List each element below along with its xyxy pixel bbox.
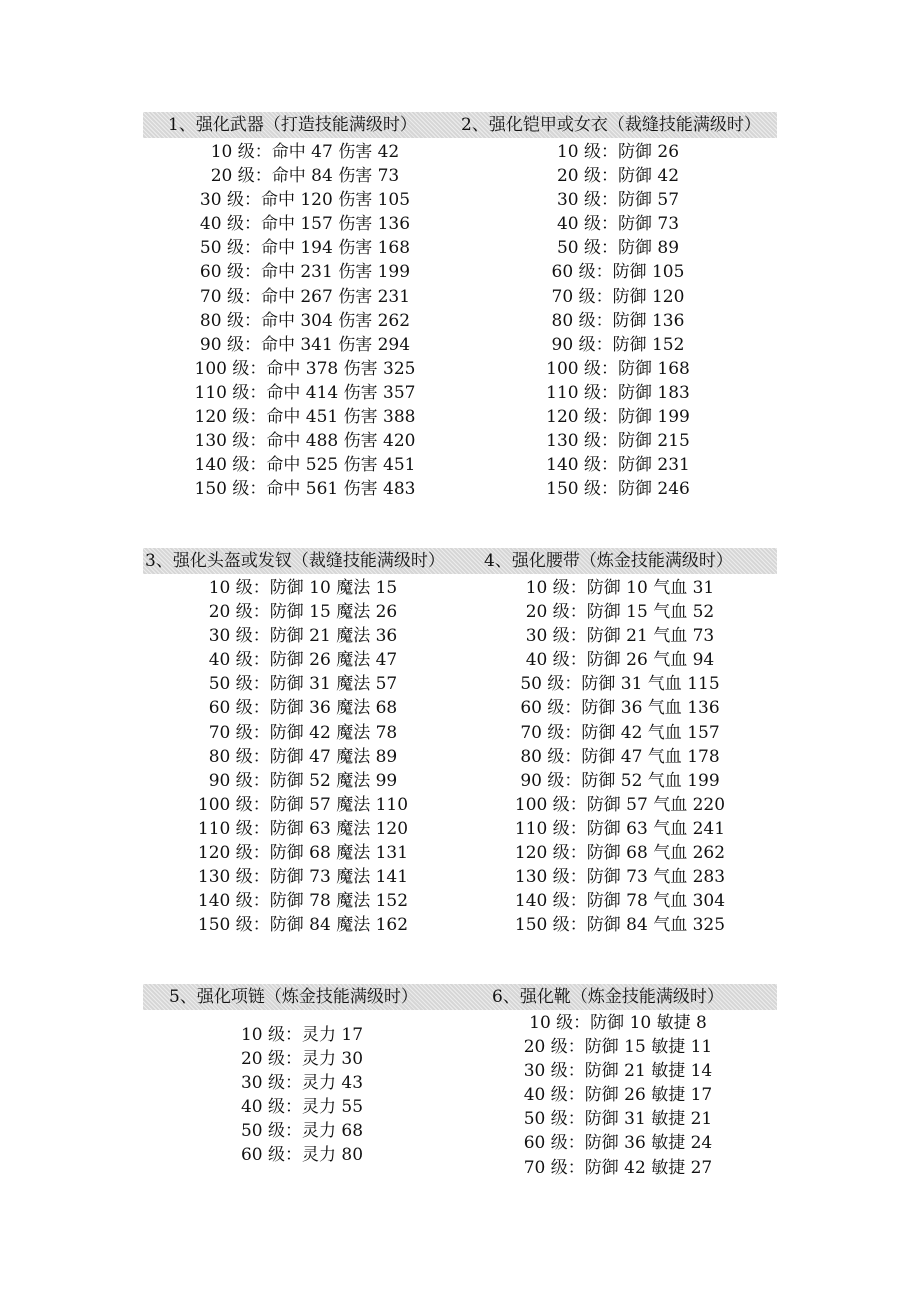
level-row: 10 级：防御 10 气血 31: [525, 578, 715, 598]
section-title-helmet: 3、强化头盔或发钗（裁缝技能满级时）: [145, 551, 445, 571]
level-row: 30 级：防御 21 气血 73: [525, 626, 715, 647]
level-row: 40 级：灵力 55: [240, 1097, 364, 1118]
level-row: 80 级：防御 47 魔法 89: [208, 746, 398, 767]
armor-level-list: [493, 140, 743, 501]
level-row: 10 级：命中 47 伤害 42: [210, 142, 400, 162]
level-row: 60 级：防御 36 气血 136: [520, 698, 720, 719]
level-row: 20 级：防御 15 魔法 26: [208, 602, 398, 623]
level-row: 150 级：防御 84 气血 325: [514, 915, 726, 936]
level-row: 140 级：防御 231: [546, 455, 690, 476]
level-row: 40 级：防御 73: [556, 214, 680, 235]
level-row: 130 级：防御 73 魔法 141: [197, 867, 409, 888]
level-row: 20 级：防御 42: [556, 166, 680, 187]
level-row: 130 级：防御 73 气血 283: [514, 867, 726, 888]
level-row: 90 级：命中 341 伤害 294: [199, 334, 411, 355]
level-row: 20 级：防御 15 气血 52: [525, 602, 715, 623]
level-row: 140 级：防御 78 气血 304: [514, 891, 726, 912]
level-row: 40 级：防御 26 气血 94: [525, 650, 715, 671]
level-row: 60 级：防御 36 魔法 68: [208, 698, 398, 719]
level-row: 110 级：命中 414 伤害 357: [194, 382, 416, 403]
level-row: 40 级：防御 26 魔法 47: [208, 650, 398, 671]
level-row: 40 级：防御 26 敏捷 17: [523, 1085, 713, 1106]
level-row: 80 级：防御 136: [551, 310, 685, 331]
level-row: 100 级：防御 57 魔法 110: [197, 794, 409, 815]
level-row: 10 级：防御 10 魔法 15: [208, 578, 398, 598]
level-row: 50 级：防御 31 魔法 57: [208, 674, 398, 695]
level-row: 90 级：防御 152: [551, 334, 685, 355]
level-row: 30 级：灵力 43: [240, 1073, 364, 1094]
level-row: 130 级：命中 488 伤害 420: [194, 431, 416, 452]
level-row: 150 级：防御 246: [546, 479, 690, 500]
level-row: 60 级：命中 231 伤害 199: [199, 262, 411, 283]
level-row: 10 级：防御 10 敏捷 8: [529, 1013, 707, 1033]
level-row: 70 级：防御 42 敏捷 27: [523, 1157, 713, 1178]
helmet-level-list: [178, 576, 428, 937]
level-row: 90 级：防御 52 气血 199: [520, 770, 720, 791]
level-row: 110 级：防御 63 气血 241: [514, 818, 726, 839]
level-row: 50 级：灵力 68: [240, 1121, 364, 1142]
level-row: 130 级：防御 215: [546, 431, 690, 452]
level-row: 120 级：命中 451 伤害 388: [194, 407, 416, 428]
level-row: 110 级：防御 63 魔法 120: [197, 818, 409, 839]
level-row: 120 级：防御 68 气血 262: [514, 843, 726, 864]
level-row: 10 级：防御 26: [556, 142, 680, 162]
level-row: 70 级：防御 42 气血 157: [520, 722, 720, 743]
section-title-boots: 6、强化靴（炼金技能满级时）: [492, 987, 724, 1007]
section-title-armor: 2、强化铠甲或女衣（裁缝技能满级时）: [461, 115, 761, 135]
level-row: 60 级：防御 105: [551, 262, 685, 283]
level-row: 10 级：灵力 17: [240, 1025, 364, 1045]
level-row: 50 级：命中 194 伤害 168: [199, 238, 411, 259]
section-title-weapon: 1、强化武器（打造技能满级时）: [168, 115, 417, 135]
level-row: 80 级：防御 47 气血 178: [520, 746, 720, 767]
level-row: 150 级：防御 84 魔法 162: [197, 915, 409, 936]
level-row: 60 级：灵力 80: [240, 1145, 364, 1166]
section-title-belt: 4、强化腰带（炼金技能满级时）: [484, 551, 733, 571]
weapon-level-list: [180, 140, 430, 501]
belt-level-list: [495, 576, 745, 937]
level-row: 80 级：命中 304 伤害 262: [199, 310, 411, 331]
level-row: 150 级：命中 561 伤害 483: [194, 479, 416, 500]
necklace-level-list: [207, 1023, 397, 1168]
level-row: 60 级：防御 36 敏捷 24: [523, 1133, 713, 1154]
level-row: 70 级：防御 42 魔法 78: [208, 722, 398, 743]
level-row: 70 级：命中 267 伤害 231: [199, 286, 411, 307]
level-row: 30 级：防御 21 敏捷 14: [523, 1061, 713, 1082]
level-row: 20 级：防御 15 敏捷 11: [523, 1037, 713, 1058]
level-row: 140 级：防御 78 魔法 152: [197, 891, 409, 912]
level-row: 30 级：命中 120 伤害 105: [199, 190, 411, 211]
boots-level-list: [493, 1011, 743, 1180]
level-row: 120 级：防御 68 魔法 131: [197, 843, 409, 864]
level-row: 30 级：防御 57: [556, 190, 680, 211]
level-row: 100 级：命中 378 伤害 325: [194, 358, 416, 379]
level-row: 40 级：命中 157 伤害 136: [199, 214, 411, 235]
level-row: 30 级：防御 21 魔法 36: [208, 626, 398, 647]
level-row: 120 级：防御 199: [546, 407, 690, 428]
level-row: 100 级：防御 168: [546, 358, 690, 379]
level-row: 20 级：命中 84 伤害 73: [210, 166, 400, 187]
level-row: 50 级：防御 31 敏捷 21: [523, 1109, 713, 1130]
level-row: 140 级：命中 525 伤害 451: [194, 455, 416, 476]
level-row: 70 级：防御 120: [551, 286, 685, 307]
level-row: 90 级：防御 52 魔法 99: [208, 770, 398, 791]
level-row: 50 级：防御 89: [556, 238, 680, 259]
level-row: 100 级：防御 57 气血 220: [514, 794, 726, 815]
level-row: 20 级：灵力 30: [240, 1049, 364, 1070]
level-row: 50 级：防御 31 气血 115: [520, 674, 720, 695]
level-row: 110 级：防御 183: [546, 382, 690, 403]
section-title-necklace: 5、强化项链（炼金技能满级时）: [169, 987, 418, 1007]
